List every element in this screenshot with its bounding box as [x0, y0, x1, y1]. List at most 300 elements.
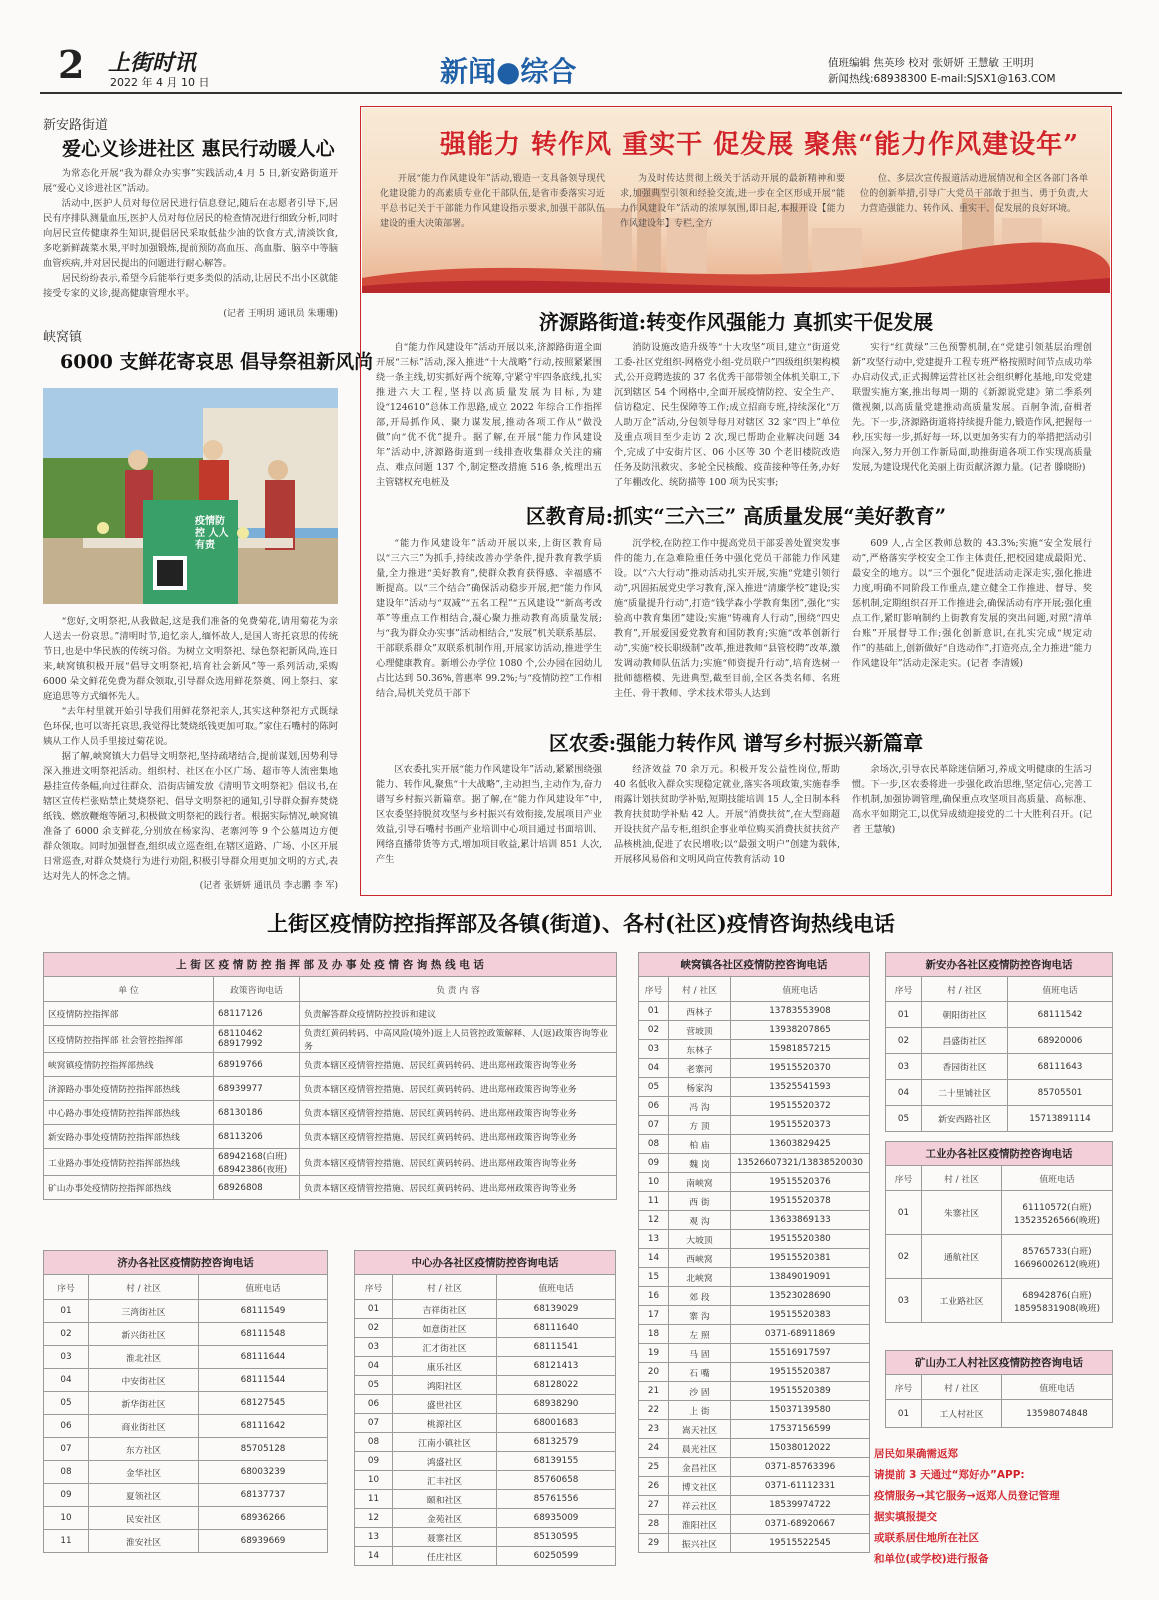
table-cell: 17537156599 — [731, 1420, 870, 1439]
table-cell: 任庄社区 — [393, 1547, 497, 1566]
table-cell: 金苑社区 — [393, 1509, 497, 1528]
table-cell: 13 — [355, 1528, 393, 1547]
table-cell: 19515520370 — [731, 1059, 870, 1078]
table-row — [639, 1116, 870, 1135]
issue-date: 2022 年 4 月 10 日 — [110, 76, 210, 89]
table-cell: 负责本辖区疫情管控措施、居民红黄码转码、进出郑州政策咨询等业务 — [300, 1101, 617, 1125]
table-cell: 二十里铺社区 — [922, 1080, 1008, 1106]
table-cell: 04 — [355, 1357, 393, 1376]
story1-paragraph: 居民纷纷表示,希望今后能举行更多类似的活动,让居民不出小区就能接受专家的义诊,提高健康管理水平。 — [43, 273, 338, 299]
notice-line: 居民如果确需返郑 — [874, 1448, 958, 1460]
table-cell: 07 — [355, 1414, 393, 1433]
table-cell: 东林子 — [669, 1040, 731, 1059]
table-cell: 上 街 — [669, 1401, 731, 1420]
table-cell: 04 — [639, 1059, 669, 1078]
column-header: 值班电话 — [199, 1275, 328, 1300]
article3-column — [376, 762, 602, 882]
table-cell: 13525541593 — [731, 1078, 870, 1097]
table-cell: 05 — [44, 1392, 89, 1415]
table-cell: 04 — [886, 1080, 922, 1106]
column-header: 值班电话 — [731, 977, 870, 1002]
table-cell: 如意街社区 — [393, 1319, 497, 1338]
return-notice — [874, 1444, 1060, 1570]
table-cell: 晨光社区 — [669, 1439, 731, 1458]
article3-text: 区农委扎实开展“能力作风建设年”活动,紧紧围绕强能力、转作风,聚焦“十大战略”,主动担当,主动作为,奋力谱写乡村振兴新篇章。据了解,在“能力作风建设年”中,区农委坚持脱贫攻坚与乡村振兴有效衔接,发展项目产业效益,引导石嘴村书画产业培训中心项目通过书面培训、网络直播带货等方式,增加项目收益,累计培训 851 人次,产生 — [376, 764, 602, 865]
table-cell: 工人村社区 — [922, 1400, 1002, 1428]
banner-intro-text: 为及时传达贯彻上级关于活动开展的最新精神和要求,加强典型引领和经验交流,进一步在全区形成开展“能力作风建设年”活动的浓厚氛围,即日起,本报开设【能力作风建设年】专栏,全方 — [620, 174, 845, 229]
table-row — [639, 1059, 870, 1078]
story2-paragraph: “去年村里就开始引导我们用鲜花祭祀亲人,其实这种祭祀方式既绿色环保,也可以寄托哀思,我觉得比焚烧纸钱更加可取。”家住石嘴村的陈阿姨从工作人员手里接过菊花说。 — [43, 706, 338, 747]
table-cell: 金昌社区 — [669, 1458, 731, 1477]
table-cell: 13523028690 — [731, 1287, 870, 1306]
table-cell: 20 — [639, 1363, 669, 1382]
table-cell: 04 — [44, 1369, 89, 1392]
table-row — [44, 1053, 617, 1077]
table-cell: 民安社区 — [89, 1507, 199, 1530]
table-cell: 61110572(白班) 13523526566(晚班) — [1002, 1191, 1113, 1235]
table-cell: 23 — [639, 1420, 669, 1439]
table-row — [886, 1106, 1113, 1132]
table-cell: 03 — [886, 1279, 922, 1323]
table-cell: 09 — [44, 1484, 89, 1507]
table-cell: 江南小镇社区 — [393, 1433, 497, 1452]
story1-headline: 爱心义诊进社区 惠民行动暖人心 — [62, 138, 335, 160]
table-cell: 11 — [44, 1530, 89, 1553]
table-cell: 12 — [639, 1211, 669, 1230]
notice-line: 请提前 3 天通过“郑好办”APP: — [874, 1469, 1025, 1481]
table-cell: 19515520389 — [731, 1382, 870, 1401]
table-cell: 魏 岗 — [669, 1154, 731, 1173]
xiawo-table — [638, 952, 870, 1553]
table-cell: 26 — [639, 1477, 669, 1496]
table-cell: 08 — [44, 1461, 89, 1484]
gongye-table — [885, 1141, 1113, 1323]
table-cell: 27 — [639, 1496, 669, 1515]
table-row — [886, 1002, 1113, 1028]
table-row — [886, 1279, 1113, 1323]
table-cell: 夏领社区 — [89, 1484, 199, 1507]
table-cell: 85130595 — [497, 1528, 616, 1547]
story2-paragraph: “您好,文明祭祀,从我做起,这是我们准备的免费菊花,请用菊花为亲人送去一份哀思。”清明时节,追忆亲人,缅怀故人,是国人寄托哀思的传统节日,也是中华民族的传统习俗。为树立文明祭祀、绿色祭祀新风尚,连日来,峡窝镇积极开展“倡导文明祭祀,培育社会新风”等一系列活动,采购 6000 朵文鲜花免费为群众领取,引导群众选用鲜花祭奠、网上祭扫、家庭追思等方式缅怀先人。 — [43, 616, 338, 702]
table-row — [355, 1395, 616, 1414]
table-row — [355, 1452, 616, 1471]
table-cell: 负责本辖区疫情管控措施、居民红黄码转码、进出郑州政策咨询等业务 — [300, 1053, 617, 1077]
column-header: 序号 — [639, 977, 669, 1002]
table-row — [355, 1509, 616, 1528]
table-cell: 10 — [355, 1471, 393, 1490]
table-cell: 68938290 — [497, 1395, 616, 1414]
table-cell: 金华社区 — [89, 1461, 199, 1484]
table-cell: 西林子 — [669, 1002, 731, 1021]
table-cell: 02 — [355, 1319, 393, 1338]
article1-text: 实行“红黄绿”三色预警机制,在“党建引领基层治理创新”攻坚行动中,党建提升工程专班严格按照时间节点成功举办启动仪式,正式揭牌运营社区社会组织孵化基地,印发党建联盟实施方案,推出每周一期的《新源说党建》第二季系列微视频,以高质量党建推动高质量发展。百舸争流,奋楫者先。下一步,济源路街道将持续提升能力,锻造作风,把握每一秒,压实每一步,抓好每一环,以更加务实有力的举措把活动引向深入,努力开创工作新局面,助推街道各项工作实现高质量发展,为建设现代化美丽上街贡献济源力量。(记者 滕晓盼) — [852, 342, 1092, 473]
table-cell: 聂寨社区 — [393, 1528, 497, 1547]
table-row — [44, 1300, 328, 1323]
table-cell: 19515520376 — [731, 1173, 870, 1192]
table-row — [355, 1300, 616, 1319]
table-cell: 22 — [639, 1401, 669, 1420]
table-cell: 南峡窝 — [669, 1173, 731, 1192]
table-row — [355, 1414, 616, 1433]
table-row — [44, 1026, 617, 1053]
header-rule — [40, 92, 1122, 94]
table-cell: 11 — [355, 1490, 393, 1509]
table-cell: 68111542 — [1008, 1002, 1113, 1028]
editor-list: 值班编辑 焦英珍 校对 张妍妍 王慧敏 王明玥 — [828, 57, 1034, 69]
article2-headline: 区教育局:抓实“三六三” 高质量发展“美好教育” — [525, 504, 947, 528]
table-row — [639, 1458, 870, 1477]
article1-text: 消防设施改造升级等“十大攻坚”项目,建立“街道党工委-社区党组织-网格党小组-党员联户”四级组织架构模式,公开竞聘选拔的 37 名优秀干部带领全体机关职工,下沉到辖区 54 个网格中,全面开展疫情防控、安全生产、信访稳定、民生保障等工作;成立招商专班,持续深化“万人助万企”活动,分包领导每月对辖区 32 家“四上”单位及重点项目至少走访 2 次,现已帮助企业解决问题 34 个,完成了中安街片区、06 小区等 30 个老旧楼院改造任务及防汛救灾、多轮全民核酸、疫苗接种等任务,办好了年棚改化、统防描等 100 项为民实事; — [614, 342, 840, 486]
table-cell: 03 — [639, 1040, 669, 1059]
table-row — [44, 1461, 328, 1484]
article1-column — [852, 340, 1092, 486]
table-cell: 68139155 — [497, 1452, 616, 1471]
table-row — [886, 1235, 1113, 1279]
table-row — [639, 1192, 870, 1211]
table-cell: 08 — [355, 1433, 393, 1452]
table-cell: 北峡窝 — [669, 1268, 731, 1287]
news-hotline: 新闻热线:68938300 E-mail:SJSX1@163.COM — [828, 73, 1056, 85]
table-cell: 68001683 — [497, 1414, 616, 1433]
table-row — [639, 1306, 870, 1325]
table-cell: 16 — [639, 1287, 669, 1306]
table-cell: 02 — [886, 1028, 922, 1054]
table-cell: 68926808 — [214, 1176, 300, 1200]
table-row — [639, 1135, 870, 1154]
banner-intro-col — [620, 172, 845, 232]
table-cell: 负责红黄码转码、中高风险(境外)返上人员管控政策解释、人(返)政策咨询等业务 — [300, 1026, 617, 1053]
column-header: 值班电话 — [1002, 1375, 1113, 1400]
table-row — [44, 1484, 328, 1507]
article1-column — [614, 340, 840, 486]
table-cell: 郊 段 — [669, 1287, 731, 1306]
notice-line: 或联系居住地所在社区 — [874, 1532, 979, 1544]
table-row — [639, 1363, 870, 1382]
table-cell: 19515520381 — [731, 1249, 870, 1268]
table-row — [355, 1490, 616, 1509]
table-cell: 01 — [886, 1002, 922, 1028]
table-cell: 68939669 — [199, 1530, 328, 1553]
table-cell: 淮阳社区 — [669, 1515, 731, 1534]
table-cell: 17 — [639, 1306, 669, 1325]
xiawo-table-caption: 峡窝镇各社区疫情防控咨询电话 — [639, 953, 870, 977]
article1-text: 自“能力作风建设年”活动开展以来,济源路街道全面开展“三标”活动,深入推进“十大战略”行动,按照紧紧围绕一条主线,切实抓好两个统筹,守紧守牢四条底线,扎实推进六大工程,坚持以高质量发展为目标,为建设“124610”总体工作思路,成立 2022 年综合工作指挥部,开局抓作风、聚力谋发展,推动各项工作从“做没做”向“优不优”提升。据了解,在开展“能力作风建设年”活动中,济源路街道到一线排查收集群众关注的痛点、难点问题 137 个,制定整改措施 516 条,梳理出五主管辖权充电桩及 — [376, 342, 602, 486]
column-header: 村 / 社区 — [922, 1166, 1002, 1191]
table-cell: 68137737 — [199, 1484, 328, 1507]
table-row — [639, 1040, 870, 1059]
column-header: 值班电话 — [497, 1275, 616, 1300]
table-cell: 沙 固 — [669, 1382, 731, 1401]
table-cell: 15713891114 — [1008, 1106, 1113, 1132]
kuangshan-table-caption: 矿山办工人村社区疫情防控咨询电话 — [886, 1351, 1113, 1375]
table-cell: 68942168(白班) 68942386(夜班) — [214, 1149, 300, 1176]
story2-body — [43, 614, 338, 884]
banner-intro-col — [860, 172, 1088, 217]
table-cell: 68130186 — [214, 1101, 300, 1125]
table-cell: 负责本辖区疫情管控措施、居民红黄码转码、进出郑州政策咨询等业务 — [300, 1125, 617, 1149]
table-cell: 中心路办事处疫情防控指挥部热线 — [44, 1101, 214, 1125]
table-row — [44, 1125, 617, 1149]
table-cell: 左 照 — [669, 1325, 731, 1344]
table-row — [44, 1077, 617, 1101]
table-row — [639, 1439, 870, 1458]
table-cell: 柏 庙 — [669, 1135, 731, 1154]
table-cell: 13 — [639, 1230, 669, 1249]
table-cell: 19515520378 — [731, 1192, 870, 1211]
article3-column — [852, 762, 1092, 882]
table-row — [355, 1547, 616, 1566]
hq-hotline-table — [43, 952, 617, 1200]
table-row — [639, 1230, 870, 1249]
table-cell: 19515520372 — [731, 1097, 870, 1116]
table-cell: 济源路办事处疫情防控指挥部热线 — [44, 1077, 214, 1101]
article1-column — [376, 340, 602, 486]
table-cell: 68132579 — [497, 1433, 616, 1452]
table-cell: 03 — [355, 1338, 393, 1357]
table-cell: 老寨河 — [669, 1059, 731, 1078]
table-cell: 西 街 — [669, 1192, 731, 1211]
story1-paragraph: 为常态化开展“我为群众办实事”实践活动,4 月 5 日,新安路街道开展“爱心义诊进社区”活动。 — [43, 168, 338, 194]
table-cell: 盛世社区 — [393, 1395, 497, 1414]
table-cell: 峡窝镇疫情防控指挥部热线 — [44, 1053, 214, 1077]
table-cell: 中安街社区 — [89, 1369, 199, 1392]
table-cell: 68111544 — [199, 1369, 328, 1392]
table-cell: 13783553908 — [731, 1002, 870, 1021]
table-row — [355, 1433, 616, 1452]
table-cell: 68939977 — [214, 1077, 300, 1101]
story2-paragraph: 据了解,峡窝镇大力倡导文明祭祀,坚持疏堵结合,提前谋划,因势利导深入推进文明祭祀活动。组织村、社区在小区广场、超市等人流密集地悬挂宣传条幅,向过往群众、沿街店铺发放《清明节文明祭祀》倡议书,在辖区宣传栏张贴禁止焚烧祭祀、倡导文明祭祀的通知,引导群众摒弃焚烧纸钱、燃放鞭炮等陋习,积极做文明祭祀的践行者。根据实际情况,峡窝镇准备了 6000 余支鲜花,分别放在杨家沟、老寨河等 9 个公墓周边方便群众领取。同时加强督查,组织成立巡查组,在辖区道路、广场、小区开展日常巡查,对群众焚烧行为进行劝阻,积极引导群众用更加文明的方式,表达对先人的怀念之情。 — [43, 751, 338, 882]
table-cell: 鸿盛社区 — [393, 1452, 497, 1471]
column-header: 序号 — [886, 977, 922, 1002]
story2-byline: (记者 张妍妍 通讯员 李志鹏 李 军) — [199, 881, 338, 891]
article3-column — [614, 762, 840, 882]
story1-kicker: 新安路街道 — [43, 118, 109, 133]
column-header: 序号 — [886, 1375, 922, 1400]
table-cell: 0371-61112331 — [731, 1477, 870, 1496]
table-row — [44, 1530, 328, 1553]
table-cell: 0371-68911869 — [731, 1325, 870, 1344]
table-row — [639, 1515, 870, 1534]
table-cell: 60250599 — [497, 1547, 616, 1566]
table-cell: 85761556 — [497, 1490, 616, 1509]
table-cell: 68121413 — [497, 1357, 616, 1376]
kuangshan-table — [885, 1350, 1113, 1428]
story1-paragraph: 活动中,医护人员对每位居民进行信息登记,随后在志愿者引导下,居民有序排队测量血压,医护人员对每位居民的检查情况进行细致分析,同时向居民宣传健康养生知识,提倡居民采取低盐少油的饮食方式,清淡饮食,多吃新鲜蔬菜水果,平时加强锻炼,提前预防高血压、高血脂、脑卒中等脑血管疾病,并对居民提出的问题进行耐心解答。 — [43, 198, 338, 269]
table-cell: 19515520380 — [731, 1230, 870, 1249]
table-cell: 85705128 — [199, 1438, 328, 1461]
table-cell: 营坡顶 — [669, 1021, 731, 1040]
table-row — [639, 1021, 870, 1040]
table-cell: 区疫情防控指挥部 — [44, 1002, 214, 1026]
table-cell: 19515520383 — [731, 1306, 870, 1325]
table-cell: 汇丰社区 — [393, 1471, 497, 1490]
table-cell: 吉祥街社区 — [393, 1300, 497, 1319]
table-cell: 博文社区 — [669, 1477, 731, 1496]
table-cell: 东方社区 — [89, 1438, 199, 1461]
table-cell: 01 — [886, 1191, 922, 1235]
story2-headline: 6000 支鲜花寄哀思 倡导祭祖新风尚 — [60, 351, 374, 373]
table-cell: 矿山办事处疫情防控指挥部热线 — [44, 1176, 214, 1200]
column-header: 序号 — [355, 1275, 393, 1300]
table-cell: 区疫情防控指挥部 社会管控指挥部 — [44, 1026, 214, 1053]
table-cell: 祥云社区 — [669, 1496, 731, 1515]
table-cell: 新安西路社区 — [922, 1106, 1008, 1132]
table-row — [639, 1382, 870, 1401]
table-cell: 14 — [355, 1547, 393, 1566]
table-cell: 15 — [639, 1268, 669, 1287]
table-cell: 05 — [639, 1078, 669, 1097]
table-cell: 85760658 — [497, 1471, 616, 1490]
table-row — [639, 1173, 870, 1192]
table-row — [44, 1415, 328, 1438]
gongye-table-caption: 工业办各社区疫情防控咨询电话 — [886, 1142, 1113, 1166]
table-cell: 68111548 — [199, 1323, 328, 1346]
table-row — [355, 1338, 616, 1357]
jiyuan-table — [43, 1250, 328, 1553]
table-cell: 新华街社区 — [89, 1392, 199, 1415]
table-cell: 石 嘴 — [669, 1363, 731, 1382]
table-cell: 方 顶 — [669, 1116, 731, 1135]
table-cell: 06 — [355, 1395, 393, 1414]
table-cell: 68919766 — [214, 1053, 300, 1077]
table-cell: 09 — [355, 1452, 393, 1471]
table-cell: 寨 沟 — [669, 1306, 731, 1325]
table-row — [44, 1438, 328, 1461]
table-row — [44, 1392, 328, 1415]
table-row — [886, 1054, 1113, 1080]
table-cell: 0371-85763396 — [731, 1458, 870, 1477]
table-cell: 01 — [44, 1300, 89, 1323]
table-cell: 25 — [639, 1458, 669, 1477]
table-cell: 杨家沟 — [669, 1078, 731, 1097]
table-cell: 68003239 — [199, 1461, 328, 1484]
table-row — [355, 1319, 616, 1338]
column-header: 村 / 社区 — [393, 1275, 497, 1300]
zhongxin-table-caption: 中心办各社区疫情防控咨询电话 — [355, 1251, 616, 1275]
table-cell: 嵩天社区 — [669, 1420, 731, 1439]
table-cell: 观 沟 — [669, 1211, 731, 1230]
table-cell: 05 — [355, 1376, 393, 1395]
table-cell: 10 — [639, 1173, 669, 1192]
table-cell: 19515522545 — [731, 1534, 870, 1553]
table-cell: 昌盛街社区 — [922, 1028, 1008, 1054]
table-cell: 新安路办事处疫情防控指挥部热线 — [44, 1125, 214, 1149]
article2-text: 609 人,占全区教师总数的 43.3%;实施“安全发展行动”,严格落实学校安全工作主体责任,把校园建成最阳光、最安全的地方。以“三个强化”促进活动走深走实,强化推进力度,明确不同阶段工作重点,建立健全工作推进、督导、奖惩机制,定期组织召开工作推进会,确保活动有序开展;强化重点工作,紧盯影响制约上街教育发展的突出问题,对照“清单台账”开展督导工作;强化创新意识,在扎实完成“规定动作”的基础上,创新做好“自选动作”,打造亮点,全力推进“能力作风建设年”活动走深走实。(记者 李清媛) — [852, 538, 1092, 669]
table-cell: 68111643 — [1008, 1054, 1113, 1080]
table-cell: 03 — [44, 1346, 89, 1369]
table-row — [639, 1496, 870, 1515]
xinan-table-caption: 新安办各社区疫情防控咨询电话 — [886, 953, 1113, 977]
column-header: 序号 — [44, 1275, 89, 1300]
table-row — [886, 1400, 1113, 1428]
table-cell: 15037139580 — [731, 1401, 870, 1420]
table-row — [639, 1401, 870, 1420]
column-header: 序号 — [886, 1166, 922, 1191]
table-cell: 18 — [639, 1325, 669, 1344]
table-cell: 负责本辖区疫情管控措施、居民红黄码转码、进出郑州政策咨询等业务 — [300, 1077, 617, 1101]
table-cell: 68111642 — [199, 1415, 328, 1438]
table-row — [44, 1323, 328, 1346]
table-cell: 工业路办事处疫情防控指挥部热线 — [44, 1149, 214, 1176]
column-header: 村 / 社区 — [922, 977, 1008, 1002]
article3-text: 余场次,引导农民革除迷信陋习,养成文明健康的生活习惯。下一步,区农委将进一步强化政治思维,坚定信心,完善工作机制,加强协调管理,确保重点攻坚项目高质量、高标准、高水平如期完工,以优异成绩迎接党的二十大胜利召开。(记者 王慧敏) — [852, 764, 1092, 835]
table-cell: 68942876(白班) 18595831908(晚班) — [1002, 1279, 1113, 1323]
table-cell: 工业路社区 — [922, 1279, 1002, 1323]
table-cell: 大坡顶 — [669, 1230, 731, 1249]
paper-name: 上街时讯 — [108, 50, 197, 76]
xinan-table — [885, 952, 1113, 1132]
table-cell: 康乐社区 — [393, 1357, 497, 1376]
table-cell: 01 — [886, 1400, 922, 1428]
table-row — [355, 1376, 616, 1395]
table-cell: 07 — [44, 1438, 89, 1461]
column-header: 单 位 — [44, 977, 214, 1002]
table-cell: 85705501 — [1008, 1080, 1113, 1106]
table-row — [355, 1471, 616, 1490]
table-cell: 03 — [886, 1054, 922, 1080]
column-header: 负 责 内 容 — [300, 977, 617, 1002]
banner-intro-text: 位、多层次宣传报道活动进展情况和全区各部门各单位的创新举措,引导广大党员干部敢于担当、勇于负责,大力营造强能力、转作风、重实干、促发展的良好环境。 — [860, 174, 1088, 214]
table-cell: 68920006 — [1008, 1028, 1113, 1054]
table-cell: 19515520387 — [731, 1363, 870, 1382]
table-row — [886, 1028, 1113, 1054]
table-cell: 13598074848 — [1002, 1400, 1113, 1428]
table-cell: 18539974722 — [731, 1496, 870, 1515]
table-row — [44, 1176, 617, 1200]
table-cell: 06 — [44, 1415, 89, 1438]
table-row — [639, 1249, 870, 1268]
table-cell: 0371-68920667 — [731, 1515, 870, 1534]
table-cell: 12 — [355, 1509, 393, 1528]
table-cell: 13849019091 — [731, 1268, 870, 1287]
table-cell: 21 — [639, 1382, 669, 1401]
table-row — [639, 1420, 870, 1439]
table-cell: 68113206 — [214, 1125, 300, 1149]
table-row — [886, 1080, 1113, 1106]
table-cell: 68111640 — [497, 1319, 616, 1338]
table-cell: 15981857215 — [731, 1040, 870, 1059]
table-row — [886, 1191, 1113, 1235]
table-cell: 28 — [639, 1515, 669, 1534]
table-cell: 29 — [639, 1534, 669, 1553]
column-header: 村 / 社区 — [89, 1275, 199, 1300]
story2-kicker: 峡窝镇 — [43, 330, 83, 345]
table-cell: 冯 沟 — [669, 1097, 731, 1116]
table-cell: 颐和社区 — [393, 1490, 497, 1509]
table-cell: 朱寨社区 — [922, 1191, 1002, 1235]
banner-intro-col — [380, 172, 605, 232]
banner-title: 强能力 转作风 重实干 促发展 聚焦“能力作风建设年” — [440, 130, 1080, 160]
table-cell: 13603829425 — [731, 1135, 870, 1154]
table-cell: 02 — [639, 1021, 669, 1040]
news-photo — [43, 388, 338, 604]
table-cell: 负责本辖区疫情管控措施、居民红黄码转码、进出郑州政策咨询等业务 — [300, 1149, 617, 1176]
table-cell: 通航社区 — [922, 1235, 1002, 1279]
table-cell: 三湾街社区 — [89, 1300, 199, 1323]
article2-text: “能力作风建设年”活动开展以来,上街区教育局以“三六三”为抓手,持续改善办学条件,提升教育教学质量,全力推进“美好教育”,使群众教育获得感、幸福感不断提高。以“三个结合”确保活动稳步开展,把“能力作风建设年”活动与“双减”“五名工程”“五风建设”“新高考改革”等重点工作相结合,凝心聚力推动教育高质量发展;与“我为群众办实事”活动相结合,“发展”机关联系基层、干部联系群众”双联系机制作用,开展家访活动,推进学生心理健康教育。新增公办学位 1080 个,公办园在园幼儿占比达到 50.36%,普惠率 99.2%;与“疫情防控”工作相结合,局机关党员干部下 — [376, 538, 602, 699]
table-cell: 香园街社区 — [922, 1054, 1008, 1080]
table-cell: 68128022 — [497, 1376, 616, 1395]
table-row — [44, 1346, 328, 1369]
article3-headline: 区农委:强能力转作风 谱写乡村振兴新篇章 — [548, 731, 924, 755]
table-cell: 01 — [639, 1002, 669, 1021]
column-header: 政策咨询电话 — [214, 977, 300, 1002]
table-cell: 振兴社区 — [669, 1534, 731, 1553]
table-cell: 13633869133 — [731, 1211, 870, 1230]
table-cell: 09 — [639, 1154, 669, 1173]
article2-text: 沉学校,在防控工作中提高党员干部妥善处置突发事件的能力,在急难险重任务中强化党员干部能力作风建设。以“六大行动”推动活动扎实开展,实施“党建引领行动”,巩固拓展党史学习教育,深入推进“清廉学校”建设;实施“质量提升行动”,打造“钱学森小学教育集团”,强化“实验高中教育集团”建设;实施“铸魂育人行动”,围绕“四史教育”,开展爱国爱党教育和国防教育;实施“改革创新行动”,实施“校长职级制”改革,推进教师“县管校聘”改革,激发调动教师队伍活力;实施“师资提升行动”,培育选树一批师德楷模、先进典型,截至目前,全区各类名师、名班主任、骨干教师、学术技术带头人达到 — [614, 538, 840, 699]
notice-line: 据实填报提交 — [874, 1511, 937, 1523]
